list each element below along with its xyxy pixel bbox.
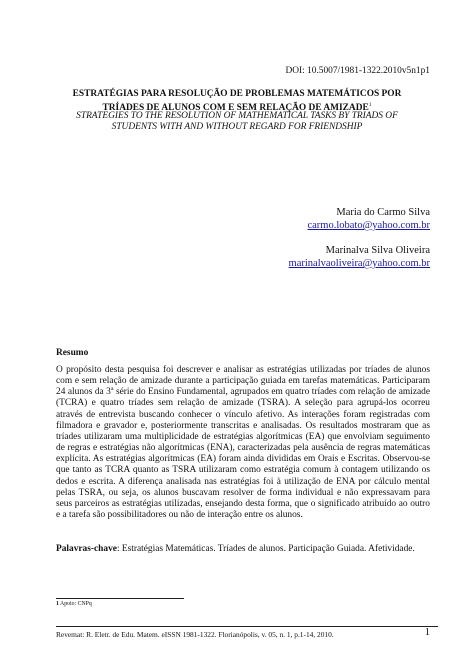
author-email-1[interactable]: carmo.lobato@yahoo.com.br: [307, 220, 430, 231]
keywords-label: Palavras-chave: [56, 544, 117, 554]
author-name-2: Marinalva Silva Oliveira: [325, 245, 430, 256]
author-name-1: Maria do Carmo Silva: [336, 207, 430, 218]
title-english: [56, 111, 418, 133]
footnote-divider: [56, 598, 184, 599]
doi-line: DOI: 10.5007/1981-1322.2010v5n1p1: [285, 66, 430, 76]
title-en-line-1: STRATEGIES TO THE RESOLUTION OF MATHEMATICAL TASKS BY TRIADS OF: [76, 111, 398, 121]
title-footnote-mark: 1: [368, 102, 372, 108]
author-email-2[interactable]: marinalvaoliveira@yahoo.com.br: [288, 258, 430, 269]
keywords-text: : Estratégias Matemáticas. Tríades de alunos. Participação Guiada. Afetividade.: [116, 544, 415, 554]
footer-divider: [56, 626, 438, 627]
title-pt-line-1: ESTRATÉGIAS PARA RESOLUÇÃO DE PROBLEMAS MATEMÁTICOS POR: [72, 89, 402, 99]
abstract-heading: Resumo: [56, 348, 89, 358]
abstract-text: O propósito desta pesquisa foi descrever e analisar as estratégias utilizadas por tríades de alunos com e sem relação de amizade durante a participação guiada em tarefas matemáticas. Participaram 24 alunos da 3ª série do Ensino Fundamental, agrupados em quatro tríades com relação de amizade (TCRA) e quatro tríades sem relação de amizade (TSRA). A seleção para agrupá-los ocorreu através de entrevista buscando conhecer o vínculo afetivo. As interações foram registradas com filmadora e gravador e, posteriormente transcritas e analisadas. Os resultados mostraram que as tríades utilizaram uma multiplicidade de estratégias algorítmicas (EA) que envolviam seguimento de regras e estratégias não algorítmicas (ENA), caracterizadas pela ausência de regras matemáticas explícita. As estratégias algorítmicas (EA) foram ainda divididas em Orais e Escritas. Observou-se que tanto as TCRA quanto as TSRA utilizaram como estratégia comum à contagem utilizando os dedos e escrita. A diferença analisada nas estratégias foi à utilização de ENA por cálculo mental pelas TSRA, ou seja, os alunos buscavam resolver de forma individual e não expressavam para seus parceiros as estratégias utilizadas, ensejando desta forma, que o significado atribuído ao outro e a tarefa são possibilitadores ou não de interação entre os alunos.: [56, 365, 430, 521]
footnote-text: Apoio: CNPq: [60, 601, 92, 607]
title-en-line-2: STUDENTS WITH AND WITHOUT REGARD FOR FRIENDSHIP: [111, 122, 363, 132]
page-number: 1: [424, 627, 430, 638]
footnote: [56, 601, 92, 607]
footnote-mark: 1: [56, 601, 59, 607]
journal-footer: Revemat: R. Eletr. de Edu. Matem. eISSN 1981-1322. Florianópolis, v. 05, n. 1, p.1-14, 2010.: [56, 630, 334, 639]
keywords: [56, 544, 430, 555]
author-block: [289, 206, 430, 282]
title-pt-line-2-text: TRÍADES DE ALUNOS COM E SEM RELAÇÃO DE AMIZADE: [102, 103, 369, 114]
